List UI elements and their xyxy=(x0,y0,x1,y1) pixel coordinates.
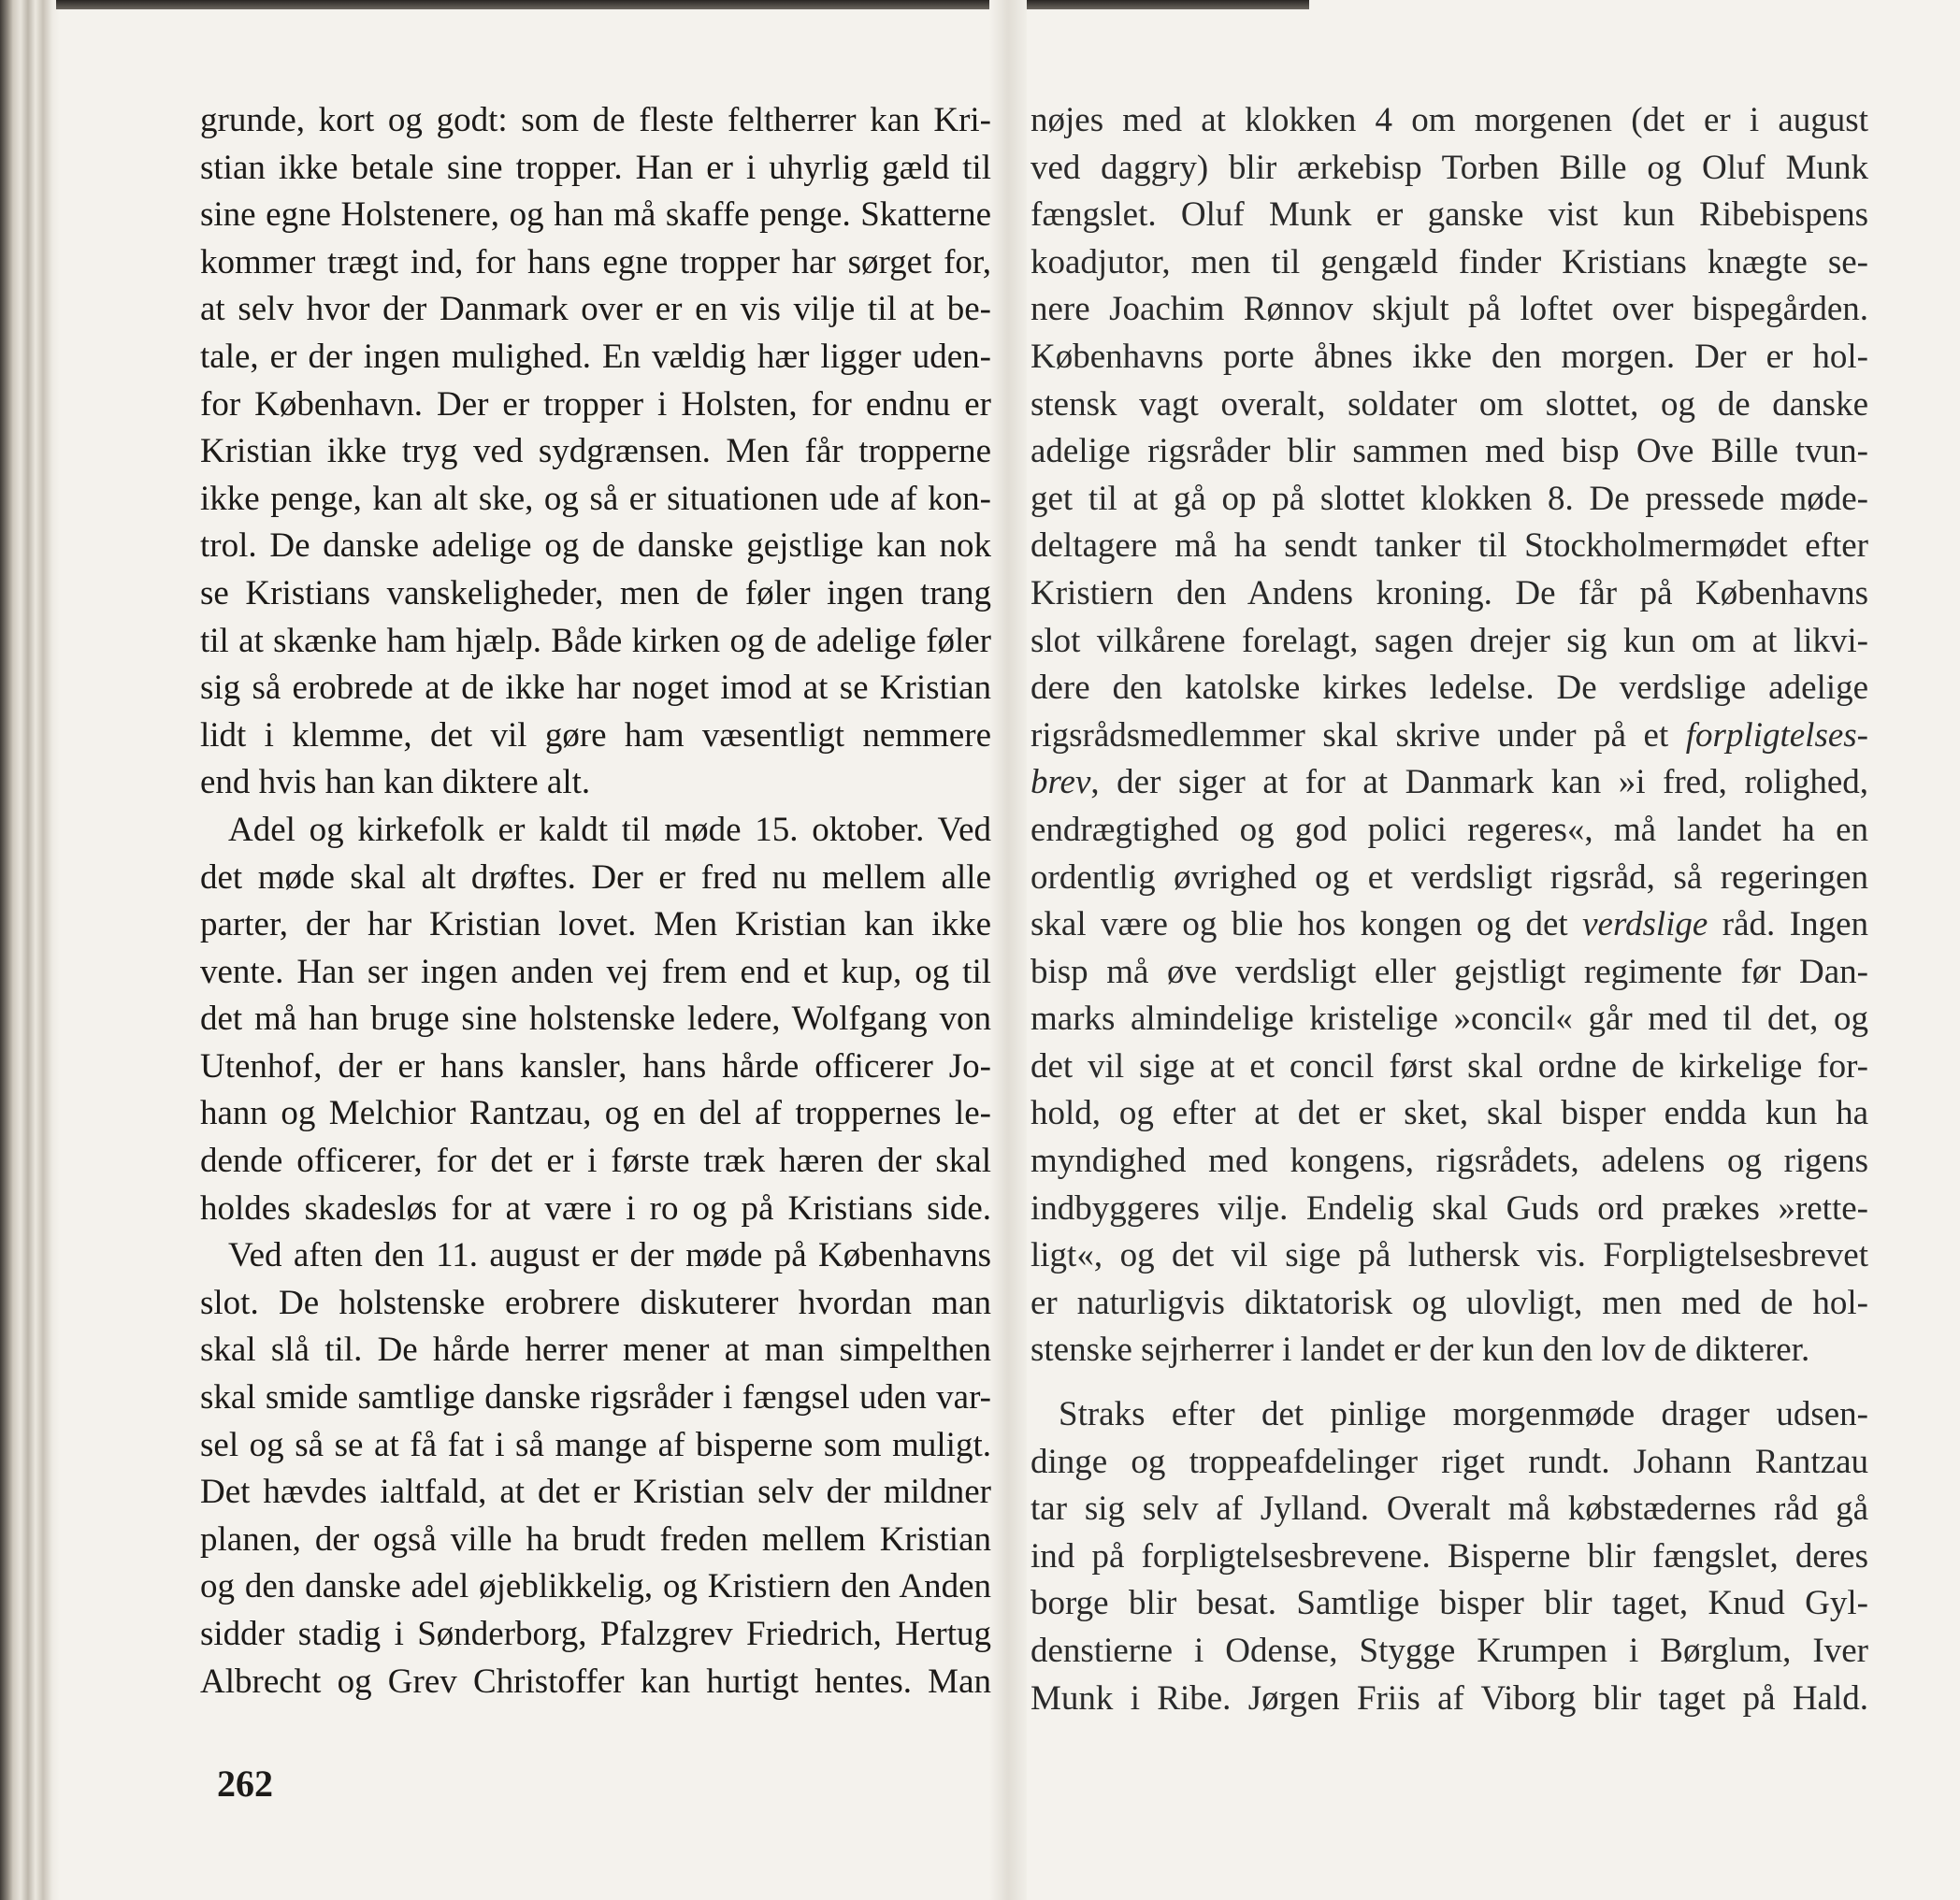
text-line: stenske sejrherrer i landet er der kun den lov de dikterer. xyxy=(1030,1331,1810,1370)
text-line: Kristiern den Andens kroning. De får på Københavns xyxy=(1030,573,1868,612)
text-line: stian ikke betale sine tropper. Han er i uhyrlig gæld til xyxy=(200,148,991,187)
text-line: borge blir besat. Samtlige bisper blir taget, Knud Gyl- xyxy=(1030,1584,1868,1623)
text-line: dinge og troppeafdelinger riget rundt. Johann Rantzau xyxy=(1030,1442,1868,1481)
text-line: er naturligvis diktatorisk og ulovligt, men med de hol- xyxy=(1030,1283,1868,1322)
text-line: til at skænke ham hjælp. Både kirken og de adelige føler xyxy=(200,621,991,660)
text-line: dende officerer, for det er i første træk hæren der skal xyxy=(200,1142,991,1181)
text-line: Albrecht og Grev Christoffer kan hurtigt hentes. Man xyxy=(200,1662,991,1701)
text-line xyxy=(1030,712,1868,760)
text-line: ligt«, og det vil sige på luthersk vis. Forpligtelsesbrevet xyxy=(1030,1236,1868,1275)
text-line: planen, der også ville ha brudt freden mellem Kristian xyxy=(200,1519,991,1559)
text-line: ved daggry) blir ærkebisp Torben Bille og Oluf Munk xyxy=(1030,148,1868,187)
text-line: kommer trægt ind, for hans egne tropper har sørget for, xyxy=(200,242,991,281)
right-page-text xyxy=(1030,97,1868,1722)
text-line: tale, er der ingen mulighed. En vældig hær ligger uden- xyxy=(200,337,991,376)
text-line: endrægtighed og god polici regeres«, må landet ha en xyxy=(1030,810,1868,849)
text-line: Adel og kirkefolk er kaldt til møde 15. oktober. Ved xyxy=(228,810,991,849)
text-line: vente. Han ser ingen anden vej frem end et kup, og til xyxy=(200,952,991,991)
text-line: holdes skadesløs for at være i ro og på Kristians side. xyxy=(200,1188,991,1228)
text-line: Utenhof, der er hans kansler, hans hårde officerer Jo- xyxy=(200,1046,991,1086)
text-line xyxy=(1030,759,1868,807)
text-line: Københavns porte åbnes ikke den morgen. Der er hol- xyxy=(1030,337,1868,376)
text-line: det møde skal alt drøftes. Der er fred nu mellem alle xyxy=(200,857,991,897)
text-line: fængslet. Oluf Munk er ganske vist kun Ribebispens xyxy=(1030,195,1868,235)
text-line: stensk vagt overalt, soldater om slottet, og de danske xyxy=(1030,384,1868,424)
text-line: Munk i Ribe. Jørgen Friis af Viborg blir taget på Hald. xyxy=(1030,1678,1868,1718)
text-line: og den danske adel øjeblikkelig, og Kristiern den Anden xyxy=(200,1567,991,1606)
italic-term: brev xyxy=(1030,763,1091,802)
book-gutter xyxy=(989,0,1027,1900)
paragraph-gap xyxy=(1030,1375,1868,1391)
text-line: slot vilkårene forelagt, sagen drejer sig kun om at likvi- xyxy=(1030,621,1868,660)
text-line: Det hævdes ialtfald, at det er Kristian selv der mildner xyxy=(200,1473,991,1512)
text-line: end hvis han kan diktere alt. xyxy=(200,763,591,802)
text-line: Straks efter det pinlige morgenmøde drager udsen- xyxy=(1059,1395,1868,1434)
text-run: , der siger at for at Danmark kan »i fred, rolighed, xyxy=(1090,763,1868,802)
text-line: adelige rigsråder blir sammen med bisp Ove Bille tvun- xyxy=(1030,432,1868,471)
text-line: nøjes med at klokken 4 om morgenen (det er i august xyxy=(1030,101,1868,139)
text-line: hann og Melchior Rantzau, og en del af troppernes le- xyxy=(200,1094,991,1133)
text-line: indbyggeres vilje. Endelig skal Guds ord prækes »rette- xyxy=(1030,1188,1868,1228)
text-line: se Kristians vanskeligheder, men de føler ingen trang xyxy=(200,573,991,612)
text-line: sig så erobrede at de ikke har noget imod at se Kristian xyxy=(200,669,991,708)
text-line: skal slå til. De hårde herrer mener at man simpelthen xyxy=(200,1331,991,1370)
text-line: sidder stadig i Sønderborg, Pfalzgrev Friedrich, Hertug xyxy=(200,1615,991,1653)
text-line: ikke penge, kan alt ske, og så er situationen ude af kon- xyxy=(200,479,991,518)
text-line: grunde, kort og godt: som de fleste feltherrer kan Kri- xyxy=(200,101,991,139)
text-line: det må han bruge sine holstenske ledere, Wolfgang von xyxy=(200,1000,991,1039)
text-run: rigsrådsmedlemmer skal skrive under på et xyxy=(1030,715,1686,755)
text-line: koadjutor, men til gengæld finder Kristians knægte se- xyxy=(1030,242,1868,281)
text-run: råd. Ingen xyxy=(1708,905,1868,944)
text-line: sel og så se at få fat i så mange af bisperne som muligt. xyxy=(200,1425,991,1464)
italic-term: forpligtelses- xyxy=(1685,715,1868,755)
text-line: skal smide samtlige danske rigsråder i fængsel uden var- xyxy=(200,1378,991,1418)
text-line: trol. De danske adelige og de danske gejstlige kan nok xyxy=(200,526,991,566)
italic-term: verdslige xyxy=(1582,905,1708,944)
text-line: lidt i klemme, det vil gøre ham væsentligt nemmere xyxy=(200,715,991,755)
text-run: skal være og blie hos kongen og det xyxy=(1030,905,1583,944)
text-line: sine egne Holstenere, og han må skaffe penge. Skatterne xyxy=(200,195,991,235)
text-line: for København. Der er tropper i Holsten, for endnu er xyxy=(200,384,991,424)
top-edge-shadow xyxy=(56,0,1309,9)
text-line: at selv hvor der Danmark over er en vis vilje til at be- xyxy=(200,290,991,329)
text-line: det vil sige at et concil først skal ordne de kirkelige for- xyxy=(1030,1046,1868,1086)
text-line: hold, og efter at det er sket, skal bisper endda kun ha xyxy=(1030,1094,1868,1133)
text-line: myndighed med kongens, rigsrådets, adelens og rigens xyxy=(1030,1142,1868,1181)
text-line: dere den katolske kirkes ledelse. De verdslige adelige xyxy=(1030,669,1868,708)
text-line: Kristian ikke tryg ved sydgrænsen. Men får tropperne xyxy=(200,432,991,471)
text-line: denstierne i Odense, Stygge Krumpen i Børglum, Iver xyxy=(1030,1632,1868,1670)
book-page-edges xyxy=(0,0,60,1900)
text-line: get til at gå op på slottet klokken 8. De pressede møde- xyxy=(1030,479,1868,518)
text-line: tar sig selv af Jylland. Overalt må købstædernes råd gå xyxy=(1030,1490,1868,1529)
text-line: bisp må øve verdsligt eller gejstligt regimente før Dan- xyxy=(1030,952,1868,991)
text-line: ind på forpligtelsesbrevene. Bisperne blir fængslet, deres xyxy=(1030,1536,1868,1576)
text-line xyxy=(1030,901,1868,949)
text-line: slot. De holstenske erobrere diskuterer hvordan man xyxy=(200,1283,991,1322)
left-page-text xyxy=(200,97,991,1706)
text-line: ordentlig øvrighed og et verdsligt rigsråd, så regeringen xyxy=(1030,857,1868,897)
text-line: marks almindelige kristelige »concil« går med til det, og xyxy=(1030,1000,1868,1039)
text-line: parter, der har Kristian lovet. Men Kristian kan ikke xyxy=(200,905,991,944)
page-number: 262 xyxy=(217,1763,273,1805)
text-line: nere Joachim Rønnov skjult på loftet over bispegården. xyxy=(1030,290,1868,329)
text-line: deltagere må ha sendt tanker til Stockholmermødet efter xyxy=(1030,526,1868,566)
text-line: Ved aften den 11. august er der møde på Københavns xyxy=(228,1236,991,1275)
